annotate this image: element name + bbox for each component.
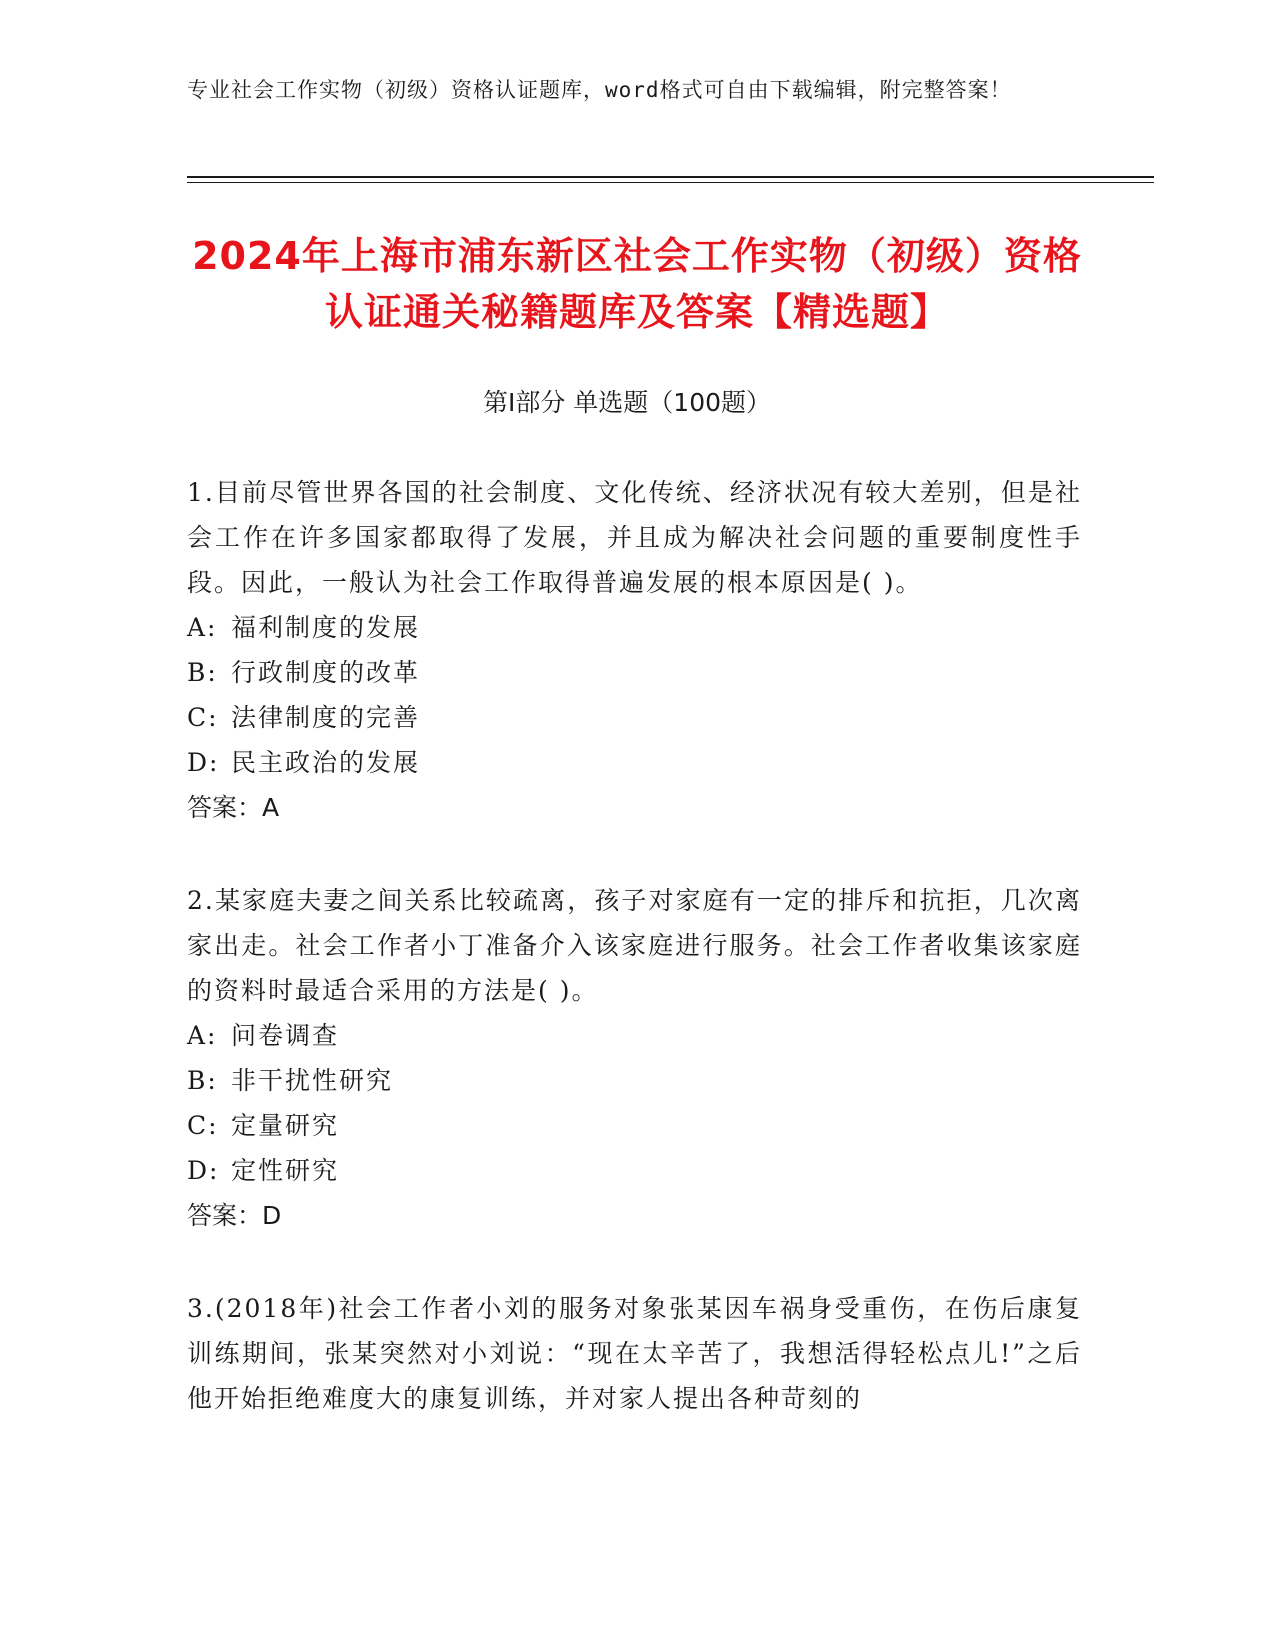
option-text: 定性研究 xyxy=(231,1156,340,1185)
option-text: 法律制度的完善 xyxy=(231,703,421,732)
option-c xyxy=(187,695,1082,740)
option-key: A: xyxy=(187,613,218,642)
option-b xyxy=(187,1058,1082,1103)
section-title: 第Ⅰ部分 单选题（100题） xyxy=(482,388,772,417)
header-divider-thick xyxy=(187,176,1154,178)
question-stem: 1.目前尽管世界各国的社会制度、文化传统、经济状况有较大差别，但是社会工作在许多国家都取得了发展，并且成为解决社会问题的重要制度性手段。因此，一般认为社会工作取得普遍发展的根本原因是( )。 xyxy=(187,478,1082,597)
option-key: B: xyxy=(187,1066,218,1095)
option-text: 问卷调查 xyxy=(231,1021,340,1050)
header-divider-thin xyxy=(187,182,1154,183)
option-key: C: xyxy=(187,703,219,732)
option-key: D: xyxy=(187,748,220,777)
option-text: 福利制度的发展 xyxy=(231,613,421,642)
question-1 xyxy=(187,470,1082,830)
option-text: 定量研究 xyxy=(231,1111,340,1140)
question-3 xyxy=(187,1286,1082,1421)
option-a xyxy=(187,1013,1082,1058)
option-a xyxy=(187,605,1082,650)
header-note: 专业社会工作实物（初级）资格认证题库，word格式可自由下载编辑，附完整答案！ xyxy=(187,78,1012,102)
question-stem: 2.某家庭夫妻之间关系比较疏离，孩子对家庭有一定的排斥和抗拒，几次离家出走。社会工作者小丁准备介入该家庭进行服务。社会工作者收集该家庭的资料时最适合采用的方法是( )。 xyxy=(187,886,1082,1005)
option-list xyxy=(187,1013,1082,1193)
option-key: C: xyxy=(187,1111,219,1140)
answer-line: 答案：D xyxy=(187,1201,282,1230)
option-text: 非干扰性研究 xyxy=(231,1066,394,1095)
question-2 xyxy=(187,878,1082,1238)
answer-line: 答案：A xyxy=(187,793,280,822)
option-list xyxy=(187,605,1082,785)
option-key: A: xyxy=(187,1021,218,1050)
option-key: B: xyxy=(187,658,218,687)
document-title: 2024年上海市浦东新区社会工作实物（初级）资格认证通关秘籍题库及答案【精选题】 xyxy=(192,234,1082,334)
option-b xyxy=(187,650,1082,695)
option-d xyxy=(187,740,1082,785)
option-c xyxy=(187,1103,1082,1148)
question-stem: 3.(2018年)社会工作者小刘的服务对象张某因车祸身受重伤，在伤后康复训练期间，张某突然对小刘说：“现在太辛苦了，我想活得轻松点儿!”之后他开始拒绝难度大的康复训练，并对家人提出各种苛刻的 xyxy=(187,1294,1082,1413)
option-text: 行政制度的改革 xyxy=(231,658,421,687)
question-list xyxy=(187,470,1082,1469)
option-text: 民主政治的发展 xyxy=(231,748,421,777)
option-key: D: xyxy=(187,1156,220,1185)
option-d xyxy=(187,1148,1082,1193)
